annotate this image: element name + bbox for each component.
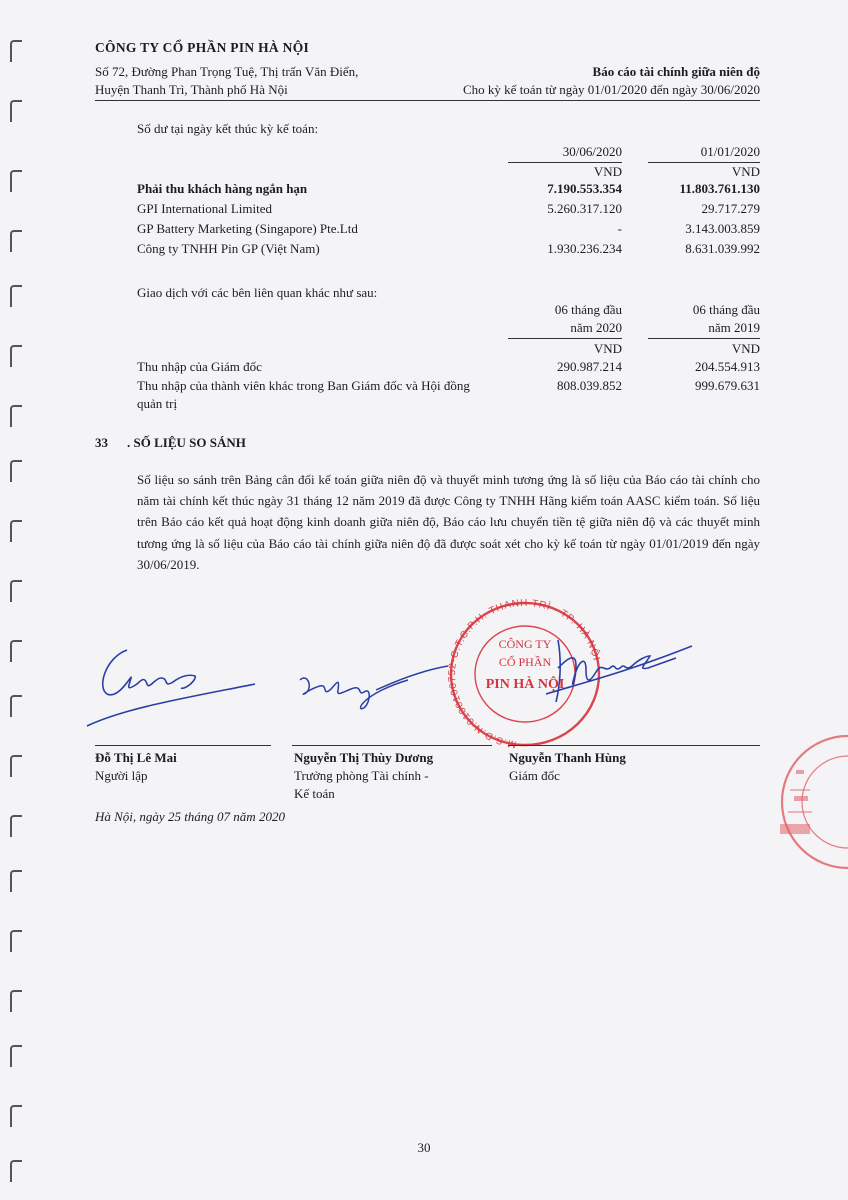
col1-underline [508, 162, 622, 163]
stamp-line3: PIN HÀ NỘI [485, 677, 565, 692]
signature-line [508, 745, 760, 746]
signer-role-cont: Kế toán [294, 786, 335, 801]
stamp-line2: CỔ PHẦN [498, 655, 552, 669]
col2-underline [648, 338, 760, 339]
transactions-col1-unit: VND [593, 341, 622, 356]
section-body: Số liệu so sánh trên Bảng cân đối kế toán giữa niên độ và thuyết minh tương ứng là số liệu của Báo cáo tài chính cho năm tài chính kết thúc ngày 31 tháng 12 năm 2019 đã được Công ty TNHH Hãng kiểm toán AASC kiểm toán. Số liệu trên Báo cáo kết quả hoạt động kinh doanh giữa niên độ, Báo cáo lưu chuyển tiền tệ giữa niên độ và các thuyết minh tương ứng là số liệu của Báo cáo tài chính giữa niên độ đã được soát xét cho kỳ kế toán từ ngày 01/01/2019 đến ngày 30/06/2019. [137, 472, 760, 572]
stamp-ring-text: M.S.D.N:0100100752-C.T.C.P.H. THANH TRÌ - TP. HÀ NỘI [446, 597, 602, 750]
transactions-col2-header-year: năm 2019 [708, 320, 760, 335]
transactions-col1-header: 06 tháng đầu [554, 302, 622, 317]
transactions-intro: Giao dịch với các bên liên quan khác như sau: [137, 285, 378, 300]
report-title: Báo cáo tài chính giữa niên độ [592, 64, 760, 79]
balances-col2-header: 01/01/2020 [700, 144, 760, 159]
transactions-row-label-cont: quản trị [137, 396, 178, 411]
balances-row-label: GP Battery Marketing (Singapore) Pte.Ltd [137, 221, 358, 236]
balances-row-value: 3.143.003.859 [685, 221, 760, 236]
balances-row-label: GPI International Limited [137, 201, 273, 216]
balances-col1-header: 30/06/2020 [562, 144, 622, 159]
signer-role: Người lập [95, 768, 148, 783]
signer-name: Nguyễn Thị Thùy Dương [294, 750, 434, 765]
balances-row-value: - [617, 221, 622, 236]
transactions-col2-header: 06 tháng đầu [692, 302, 760, 317]
stamp-line1: CÔNG TY [498, 637, 552, 651]
transactions-col2-unit: VND [731, 341, 760, 356]
balances-row-value: 8.631.039.992 [685, 241, 760, 256]
signer-name: Nguyễn Thanh Hùng [509, 750, 626, 765]
signature-hung [546, 632, 696, 708]
transactions-row-value: 999.679.631 [695, 378, 760, 393]
company-address-line1: Số 72, Đường Phan Trọng Tuệ, Thị trấn Văn Điển, [95, 64, 359, 79]
balances-row-value: 11.803.761.130 [679, 181, 760, 196]
page-number: 30 [417, 1140, 431, 1155]
transactions-row-value: 290.987.214 [557, 359, 622, 374]
balances-row-value: 1.930.236.234 [547, 241, 622, 256]
balances-col1-unit: VND [593, 164, 622, 179]
signer-name: Đỗ Thị Lê Mai [95, 750, 177, 765]
section-title: . SỐ LIỆU SO SÁNH [127, 435, 246, 450]
transactions-row-value: 808.039.852 [557, 378, 622, 393]
report-period: Cho kỳ kế toán từ ngày 01/01/2020 đến ngày 30/06/2020 [463, 82, 760, 97]
balances-row-label: Công ty TNHH Pin GP (Việt Nam) [137, 241, 320, 256]
balances-row-value: 7.190.553.354 [547, 181, 622, 196]
company-name: CÔNG TY CỔ PHẦN PIN HÀ NỘI [95, 40, 310, 55]
signature-line [292, 745, 492, 746]
col1-underline [508, 338, 622, 339]
col2-underline [648, 162, 760, 163]
signature-mai [85, 638, 265, 728]
auditor-stamp-partial [770, 730, 848, 880]
header-divider [95, 100, 760, 101]
signature-line [95, 745, 271, 746]
balances-row-value: 29.717.279 [701, 201, 760, 216]
binder-edge [6, 30, 24, 1180]
balances-row-value: 5.260.317.120 [547, 201, 622, 216]
signer-role: Trưởng phòng Tài chính - [294, 768, 429, 783]
transactions-row-label: Thu nhập của Giám đốc [137, 359, 262, 374]
balances-row-label: Phải thu khách hàng ngắn hạn [137, 181, 308, 196]
signer-role: Giám đốc [509, 768, 560, 783]
transactions-row-label: Thu nhập của thành viên khác trong Ban Giám đốc và Hội đồng [137, 378, 470, 393]
transactions-row-value: 204.554.913 [695, 359, 760, 374]
section-number: 33 [95, 435, 108, 450]
balances-col2-unit: VND [731, 164, 760, 179]
balances-intro: Số dư tại ngày kết thúc kỳ kế toán: [137, 121, 319, 136]
signature-duong [298, 660, 458, 720]
company-address-line2: Huyện Thanh Trì, Thành phố Hà Nội [95, 82, 288, 97]
transactions-col1-header-year: năm 2020 [570, 320, 622, 335]
date-place: Hà Nội, ngày 25 tháng 07 năm 2020 [95, 809, 285, 824]
